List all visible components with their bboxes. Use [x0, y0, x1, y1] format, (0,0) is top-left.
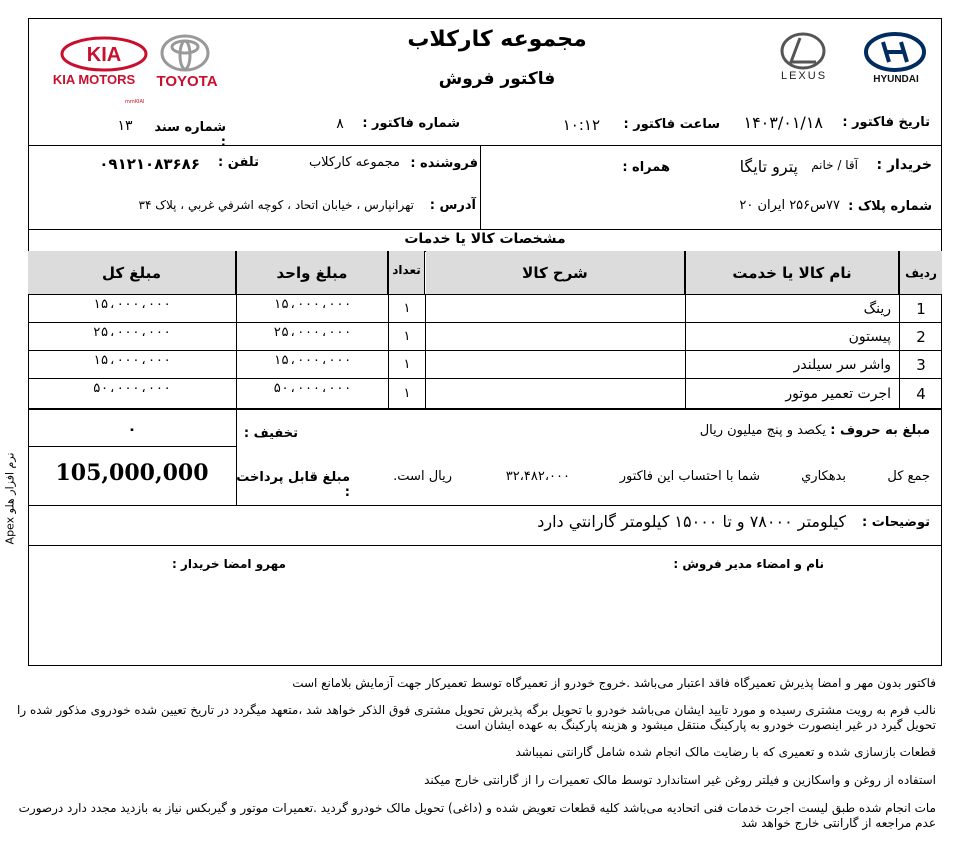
buyer-label: خریدار : [876, 157, 932, 173]
item-qty-cell: ۱ [403, 329, 411, 344]
balance-text: شما با احتساب این فاکتور [619, 469, 760, 484]
phone-value: ۰۹۱۲۱۰۸۳۶۸۶ [99, 155, 200, 173]
footnote-3: تحویل گیرد در غیر اینصورت خودرو به پارکینگ منتقل میشود و هزینه پارکینگ به عهده ایشان است [455, 718, 936, 732]
grand-total-label: جمع کل [887, 469, 930, 484]
buyer-name: پترو تایگا [739, 157, 798, 176]
divider-buyer-seller [480, 145, 481, 229]
items-section-title: مشخصات کالا یا خدمات [404, 231, 566, 247]
item-name-cell: رینگ [863, 300, 891, 317]
footnote-4: قطعات بازسازی شده و تعمیری که با رضایت مالک انجام شده شامل گارانتی نمیباشد [515, 745, 936, 759]
address-value: تهرانپارس ، خیابان اتحاد ، کوچه اشرفي غربي ، پلاک ۳۴ [138, 198, 414, 212]
footnote-5: استفاده از روغن و واسکازین و فیلتر روغن غیر استاندارد توسط مالک تعمیرات را از گارانتی خارج میکند [424, 773, 936, 787]
row-index-cell: 4 [916, 384, 926, 403]
item-name-cell: پیستون [848, 328, 891, 345]
divider-parties [28, 229, 942, 230]
divider-table-bottom [28, 408, 942, 410]
divider-notes [28, 545, 942, 546]
sales-manager-signature: نام و امضاء مدیر فروش : [673, 557, 824, 571]
plate-label: شماره پلاک : [848, 199, 932, 214]
balance-value: ۳۲،۴۸۲،۰۰۰ [505, 469, 570, 484]
svg-text:KIA: KIA [86, 44, 122, 66]
notes-label: توضیحات : [862, 515, 930, 530]
divider-discount [28, 446, 236, 447]
col-header-row: ردیف [900, 251, 942, 294]
row-index-cell: 2 [916, 327, 926, 346]
col-header-unit-price: مبلغ واحد [237, 251, 388, 294]
item-total-cell: ۱۵،۰۰۰،۰۰۰ [92, 353, 172, 368]
toyota-logo-text: TOYOTA [156, 73, 218, 90]
footnote-2: نالب فرم به رویت مشتری رسیده و مورد تایید ایشان می‌باشد خودرو با تحویل برگه پذیرش تحویل مشتری فوق الذکر خواهد شد ،متعهد میگردد در تاریخ تعیین شده خودروی مذکور شده را [17, 703, 936, 717]
hyundai-logo [864, 32, 926, 72]
discount-label: تخفیف : [243, 426, 298, 441]
buyer-signature: مهرو امضا خریدار : [171, 557, 286, 571]
lexus-logo-text: LEXUS [780, 70, 828, 82]
item-desc-cell [426, 379, 685, 408]
notes-value: کیلومتر ۷۸۰۰۰ و تا ۱۵۰۰۰ کیلومتر گارانتي دارد [537, 512, 846, 531]
footnote-7: عدم مراجعه از گارانتی خارج خواهد شد [741, 816, 936, 830]
item-name-cell: واشر سر سیلندر [793, 356, 891, 373]
invoice-number-label: شماره فاکتور : [362, 116, 460, 131]
item-unit-price-cell: ۱۵،۰۰۰،۰۰۰ [273, 297, 352, 312]
col-header-name: نام کالا یا خدمت [686, 251, 899, 294]
seller-label: فروشنده : [410, 156, 478, 171]
hyundai-logo-text: HYUNDAI [873, 74, 919, 85]
time-value: ۱۰:۱۲ [562, 116, 600, 134]
payable-label: مبلغ قابل پرداخت : [236, 470, 350, 500]
col-header-total: مبلغ کل [28, 251, 236, 294]
divider-totals [28, 505, 942, 506]
item-name-cell: اجرت تعمیر موتور [785, 385, 891, 402]
col-header-desc: شرح کالا [426, 251, 685, 294]
item-desc-cell [426, 295, 685, 322]
footnote-6: مات انجام شده طبق لیست اجرت خدمات فنی اتحادیه می‌باشد کلیه قطعات تعویض شده و (داغی) تحویل مالک خودرو گردید .تعمیرات موتور و گیربکس نیاز به بازدید مجدد دارد درصورت [18, 801, 936, 815]
buyer-title: آقا / خانم [811, 158, 858, 172]
kia-logo-text: KIA MOTORS [52, 72, 136, 87]
invoice-subtitle: فاکتور فروش [438, 69, 556, 89]
item-total-cell: ۲۵،۰۰۰،۰۰۰ [92, 325, 172, 340]
lexus-logo [780, 32, 826, 70]
companion-label: همراه : [622, 160, 670, 175]
amount-words-value: یکصد و پنج میلیون ریال [699, 423, 826, 438]
item-qty-cell: ۱ [403, 301, 411, 316]
tiny-logo-text: mmKIAI [125, 99, 145, 105]
item-desc-cell [426, 323, 685, 350]
item-qty-cell: ۱ [403, 357, 411, 372]
item-qty-cell: ۱ [403, 386, 411, 401]
phone-label: تلفن : [218, 155, 259, 170]
discount-value: ۰ [127, 420, 137, 438]
currency-text: ریال است. [393, 469, 452, 484]
toyota-logo [160, 34, 210, 72]
item-total-cell: ۱۵،۰۰۰،۰۰۰ [92, 297, 172, 312]
item-unit-price-cell: ۲۵،۰۰۰،۰۰۰ [273, 325, 352, 340]
address-label: آدرس : [429, 198, 476, 213]
plate-value: ۷۷س۲۵۶ ایران ۲۰ [739, 198, 840, 213]
kia-logo [60, 36, 148, 72]
doc-number-label: شماره سند : [154, 120, 226, 150]
col-header-qty: تعداد [389, 251, 425, 294]
payable-value: 105,000,000 [55, 460, 209, 486]
time-label: ساعت فاکتور : [623, 117, 720, 132]
debt-label: بدهکاري [801, 469, 846, 484]
seller-name: مجموعه کارکلاب [308, 155, 400, 170]
doc-number-value: ۱۳ [117, 118, 133, 134]
footnote-1: فاکتور بدون مهر و امضا پذیرش تعمیرگاه فاقد اعتبار می‌باشد .خروج خودرو از تعمیرگاه توسط تعمیرکار جهت آزمایش بلامانع است [292, 676, 936, 690]
item-desc-cell [426, 351, 685, 378]
software-credit: نرم افزار هلو Apex [3, 452, 17, 545]
company-title: مجموعه کارکلاب [407, 27, 587, 52]
amount-words-label: مبلغ به حروف : [830, 423, 930, 438]
item-unit-price-cell: ۵۰،۰۰۰،۰۰۰ [273, 381, 352, 396]
item-total-cell: ۵۰،۰۰۰،۰۰۰ [92, 381, 172, 396]
item-unit-price-cell: ۱۵،۰۰۰،۰۰۰ [273, 353, 352, 368]
date-value: ۱۴۰۳/۰۱/۱۸ [743, 113, 823, 132]
row-index-cell: 1 [916, 299, 926, 318]
invoice-number-value: ۸ [336, 116, 344, 132]
date-label: تاریخ فاکتور : [842, 115, 930, 130]
row-index-cell: 3 [916, 355, 926, 374]
